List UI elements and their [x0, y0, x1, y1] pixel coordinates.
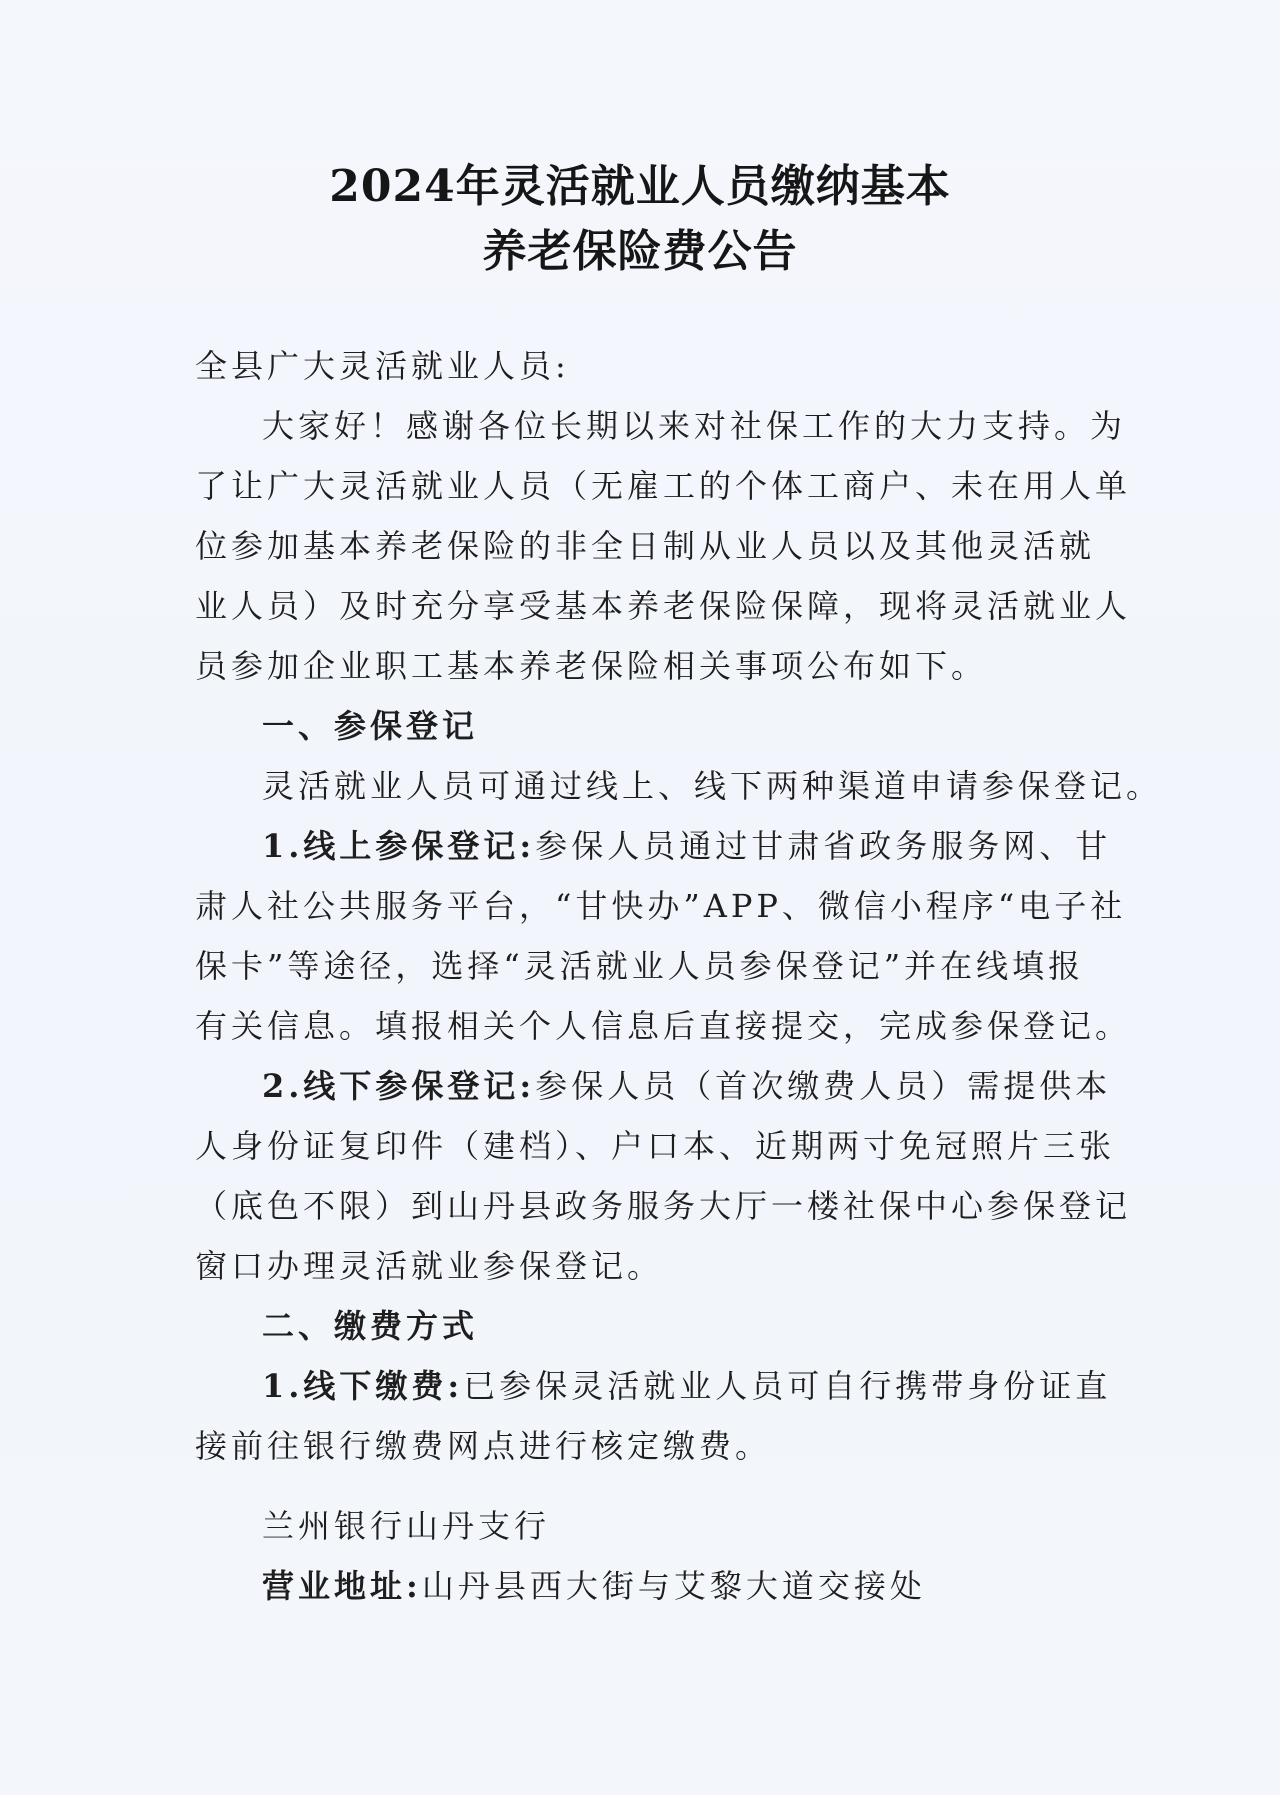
document-title-line-1: 2024年灵活就业人员缴纳基本: [329, 161, 951, 212]
item-3-line-2: 接前往银行缴费网点进行核定缴费。: [195, 1427, 772, 1465]
document-title-line-2: 养老保险费公告: [482, 226, 798, 277]
item-3-line-1: 已参保灵活就业人员可自行携带身份证直: [463, 1367, 1112, 1405]
item-3-first-line: [262, 1366, 1112, 1406]
item-1-lead: 1.线上参保登记:: [262, 827, 536, 865]
item-2-line-1: 参保人员（首次缴费人员）需提供本: [535, 1067, 1112, 1105]
item-1-line-3: 保卡”等途径，选择“灵活就业人员参保登记”并在线填报: [195, 947, 1085, 985]
item-1-line-2: 肃人社公共服务平台，“甘快办”APP、微信小程序“电子社: [195, 887, 1127, 925]
item-1-line-1: 参保人员通过甘肃省政务服务网、甘: [535, 827, 1112, 865]
item-1-line-4: 有关信息。填报相关个人信息后直接提交，完成参保登记。: [195, 1007, 1132, 1045]
section-2-heading: 二、缴费方式: [262, 1307, 479, 1345]
section-1-intro: 灵活就业人员可通过线上、线下两种渠道申请参保登记。: [262, 767, 1163, 805]
intro-line-4: 业人员）及时充分享受基本养老保险保障，现将灵活就业人: [195, 587, 1132, 625]
item-3-lead: 1.线下缴费:: [262, 1367, 464, 1405]
item-1-first-line: [262, 826, 1112, 866]
item-2-line-4: 窗口办理灵活就业参保登记。: [195, 1247, 664, 1285]
item-2-lead: 2.线下参保登记:: [262, 1067, 536, 1105]
section-1-heading: 一、参保登记: [262, 707, 479, 745]
intro-line-3: 位参加基本养老保险的非全日制从业人员以及其他灵活就: [195, 527, 1096, 565]
address-line: [262, 1566, 1095, 1606]
item-2-first-line: [262, 1066, 1112, 1106]
item-2-line-2: 人身份证复印件（建档）、户口本、近期两寸免冠照片三张: [195, 1127, 1116, 1165]
salutation: 全县广大灵活就业人员:: [195, 347, 570, 385]
address-value: 山丹县西大街与艾黎大道交接处: [421, 1567, 926, 1605]
intro-line-2: 了让广大灵活就业人员（无雇工的个体工商户、未在用人单: [195, 467, 1132, 505]
item-2-line-3: （底色不限）到山丹县政务服务大厅一楼社保中心参保登记: [195, 1187, 1132, 1225]
address-label: 营业地址:: [262, 1567, 422, 1605]
intro-line-1: 大家好！感谢各位长期以来对社保工作的大力支持。为: [262, 407, 1127, 445]
bank-name: 兰州银行山丹支行: [262, 1507, 551, 1545]
intro-line-5: 员参加企业职工基本养老保险相关事项公布如下。: [195, 647, 988, 685]
